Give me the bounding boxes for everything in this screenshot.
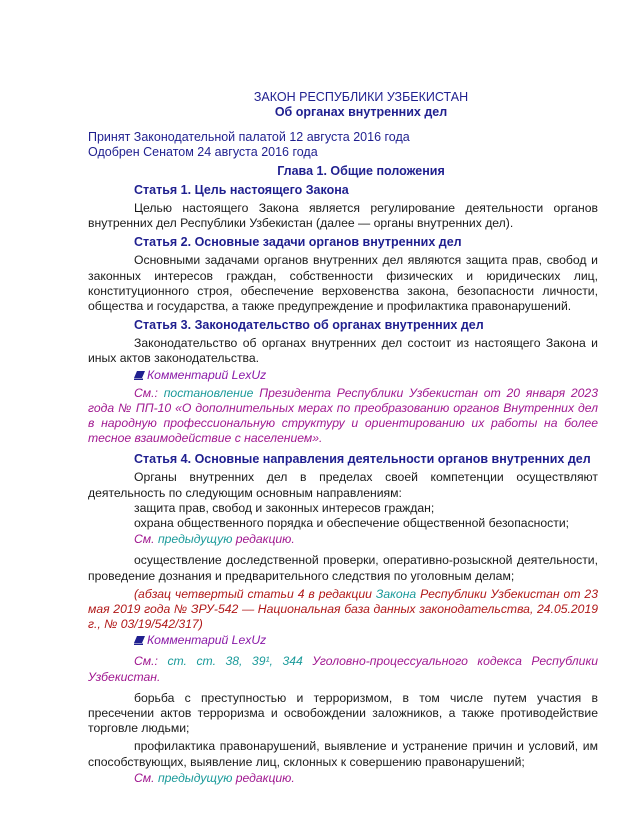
reference-link-resolution[interactable]: постановление	[163, 385, 254, 400]
article-3-paragraph: Законодательство об органах внутренних дел состоит из настоящего Закона и иных актов законодательства.	[88, 336, 598, 366]
article-2-heading: Статья 2. Основные задачи органов внутренних дел	[134, 235, 462, 250]
lexuz-comment-link-2[interactable]	[88, 633, 598, 648]
article-4-intro: Органы внутренних дел в пределах своей компетенции осуществляют деятельность по следующим основным направлениям:	[88, 470, 598, 500]
document-subtitle: Об органах внутренних дел	[274, 105, 448, 119]
adoption-info	[88, 130, 598, 160]
article-1-heading: Статья 1. Цель настоящего Закона	[134, 183, 349, 197]
reference-note	[88, 386, 598, 447]
lexuz-comment-link[interactable]	[88, 368, 598, 383]
reference-note-2: См.: ст. ст. 38, 39¹, 344 Уголовно-процессуального кодекса Республики Узбекистан.	[88, 654, 598, 684]
article-4-item-5: профилактика правонарушений, выявление и устранение причин и условий, им способствующих, выявление лиц, склонных к совершению правонарушений;	[88, 739, 598, 769]
article-4-item-1: защита прав, свобод и законных интересов граждан;	[134, 500, 435, 515]
chapter-heading: Глава 1. Общие положения	[277, 164, 445, 178]
comment-label: Комментарий LexUz	[147, 633, 267, 648]
previous-edition-link-1[interactable]: См. предыдущую редакцию.	[134, 532, 295, 547]
reference-link-articles[interactable]: ст. ст. 38, 39¹, 344	[167, 654, 303, 669]
article-4-heading: Статья 4. Основные направления деятельности органов внутренних дел	[134, 452, 591, 467]
approved-line: Одобрен Сенатом 24 августа 2016 года	[88, 145, 318, 159]
document-title: ЗАКОН РЕСПУБЛИКИ УЗБЕКИСТАН	[253, 90, 469, 104]
comment-icon	[134, 371, 145, 380]
reference-prefix: См.:	[134, 385, 164, 400]
previous-edition-link-2[interactable]: См. предыдущую редакцию.	[134, 770, 295, 785]
comment-icon	[134, 636, 145, 645]
law-document	[88, 90, 598, 786]
article-4-item-3: осуществление доследственной проверки, оперативно-розыскной деятельности, проведение дознания и предварительного следствия по уголовным делам;	[88, 553, 598, 583]
reference-text: Президента Республики Узбекистан от 20 января 2023 года № ПП-10 «О дополнительных мерах по преобразованию органов Внутренних дел в народную профессиональную структуру и ориентированию их работы на более тесное взаимодействие с населением».	[88, 385, 598, 446]
comment-label: Комментарий LexUz	[147, 367, 267, 382]
article-4-item-4: борьба с преступностью и терроризмом, в том числе путем участия в пресечении актов терроризма и освобождении заложников, а также противодействие торговле людьми;	[88, 690, 598, 736]
article-1-paragraph: Целью настоящего Закона является регулирование деятельности органов внутренних дел Республики Узбекистан (далее — органы внутренних дел).	[88, 201, 598, 231]
article-2-paragraph: Основными задачами органов внутренних дел являются защита прав, свобод и законных интересов граждан, собственности физических и юридических лиц, конституционного строя, обеспечение верховенства закона, безопасности личности, общества и государства, а также предупреждение и профилактика правонарушений.	[88, 253, 598, 314]
article-3-heading: Статья 3. Законодательство об органах внутренних дел	[134, 318, 484, 333]
revision-note: (абзац четвертый статьи 4 в редакции Закона Республики Узбекистан от 23 мая 2019 года № ЗРУ-542 — Национальная база данных законодательства, 24.05.2019 г., № 03/19/542/317)	[88, 586, 598, 632]
revision-law-link[interactable]: Закона	[375, 586, 417, 601]
adopted-line: Принят Законодательной палатой 12 августа 2016 года	[88, 130, 410, 144]
article-4-item-2: охрана общественного порядка и обеспечение общественной безопасности;	[134, 516, 570, 531]
